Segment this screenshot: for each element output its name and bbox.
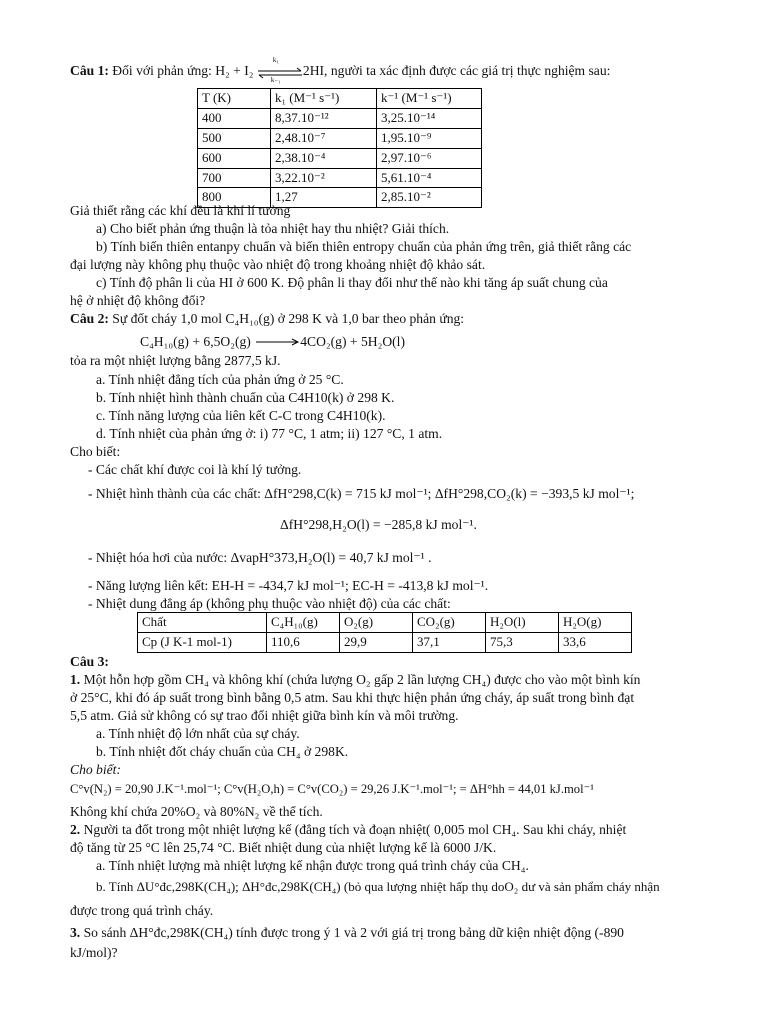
- table-row: [198, 148, 482, 168]
- q3-p2-text: Người ta đốt trong một nhiệt lượng kế (đẳng tích và đoạn nhiệt( 0,005 mol CH₄. Sau khi cháy, nhiệt: [80, 822, 627, 837]
- reaction-arrow-icon: [254, 334, 300, 352]
- q2-heat: tỏa ra một nhiệt lượng bằng 2877,5 kJ.: [70, 353, 281, 368]
- q1-intro: [70, 55, 698, 84]
- table-header-row: [198, 89, 482, 109]
- table-cell: 3,22.10⁻²: [271, 168, 377, 188]
- q1-part-c: c) Tính độ phân li của HI ở 600 K. Độ phân li thay đổi như thế nào khi tăng áp suất chung của: [96, 275, 608, 290]
- table-header-cell: CO₂(g): [413, 613, 486, 633]
- q1-pre: Đối với phản ứng: H₂ + I₂: [108, 63, 257, 78]
- table-cell: 400: [198, 108, 271, 128]
- table-cell: 33,6: [559, 632, 632, 652]
- table-row: [198, 108, 482, 128]
- q2-given-5: - Nhiệt dung đẳng áp (không phụ thuộc vào nhiệt độ) của các chất:: [88, 596, 451, 611]
- q3-formula: C°v(N₂) = 20,90 J.K⁻¹.mol⁻¹; C°v(H₂O,h) = C°v(CO₂) = 29,26 J.K⁻¹.mol⁻¹; = ΔH°hh = 44,01 kJ.mol⁻¹: [70, 782, 594, 796]
- q1-post: 2HI, người ta xác định được các giá trị thực nghiệm sau:: [302, 63, 611, 78]
- q2-given-1: - Các chất khí được coi là khí lý tưởng.: [88, 462, 302, 477]
- table-cell: 1,95.10⁻⁹: [377, 128, 482, 148]
- q2-given-3: [70, 549, 698, 567]
- q3-heading: Câu 3:: [70, 654, 109, 669]
- q3-p2-number: 2.: [70, 822, 81, 837]
- q3-p1-line1: [70, 671, 698, 689]
- q1-assumption: Giả thiết rằng các khí đều là khí lí tưởng: [70, 203, 291, 218]
- q2-given-3-label: - Nhiệt hóa hơi của nước:: [88, 550, 231, 565]
- table-header-row: [138, 613, 632, 633]
- table-cell: 8,37.10⁻¹²: [271, 108, 377, 128]
- q3-p3-line1: [70, 924, 698, 942]
- q2-part-d: d. Tính nhiệt của phản ứng ở: i) 77 °C, 1 atm; ii) 127 °C, 1 atm.: [96, 426, 443, 441]
- table-cell: 800: [198, 188, 271, 208]
- q2-equation: [140, 333, 698, 352]
- table-cell: 75,3: [486, 632, 559, 652]
- q2-eq-left: C₄H₁₀(g) + 6,5O₂(g): [140, 334, 251, 349]
- q2-given: Cho biết:: [70, 444, 121, 459]
- table-header-cell: H₂O(l): [486, 613, 559, 633]
- k-forward-label: k₁: [272, 55, 279, 64]
- table-cell: Cp (J K-1 mol-1): [138, 632, 267, 652]
- q3-p1-line2: ở 25°C, khi đó áp suất trong bình bằng 0,5 atm. Sau khi thực hiện phản ứng cháy, áp suất trong bình đạt: [70, 690, 635, 705]
- q3-p3-text: So sánh ΔH°đc,298K(CH₄) tính được trong ý 1 và 2 với giá trị trong bảng dữ kiện nhiệt động (-890: [80, 925, 624, 940]
- q1-part-b-cont: đại lượng này không phụ thuộc vào nhiệt độ trong khoảng nhiệt độ khảo sát.: [70, 257, 486, 272]
- q1-part-a: a) Cho biết phản ứng thuận là tỏa nhiệt hay thu nhiệt? Giải thích.: [96, 221, 450, 236]
- q2-given-2: [70, 485, 698, 503]
- q2-part-a: a. Tính nhiệt đẳng tích của phản ứng ở 25 °C.: [96, 372, 344, 387]
- table-header-cell: H₂O(g): [559, 613, 632, 633]
- table-cell: 5,61.10⁻⁴: [377, 168, 482, 188]
- table-cell: 1,27: [271, 188, 377, 208]
- q3-p2-line2: độ tăng từ 25 °C lên 25,74 °C. Biết nhiệt dung của nhiệt lượng kế là 6000 J/K.: [70, 840, 497, 855]
- q1-part-c-cont: hệ ở nhiệt độ không đổi?: [70, 293, 206, 308]
- k-reverse-label: k₋₁: [270, 75, 281, 84]
- rate-constant-table: [197, 88, 482, 208]
- table-header-cell: T (K): [198, 89, 271, 109]
- table-cell: 29,9: [340, 632, 413, 652]
- q2-eq-right: 4CO₂(g) + 5H₂O(l): [300, 334, 405, 349]
- q3-p1-line3: 5,5 atm. Giả sử không có sự trao đổi nhiệt giữa bình kín và môi trường.: [70, 708, 459, 723]
- q3-p1-a: a. Tính nhiệt độ lớn nhất của sự cháy.: [96, 726, 300, 741]
- table-cell: 700: [198, 168, 271, 188]
- q2-formation-formula: ΔfH°298,C(k) = 715 kJ mol⁻¹; ΔfH°298,CO₂(k) = −393,5 kJ mol⁻¹;: [264, 486, 635, 501]
- q1-heading: Câu 1:: [70, 63, 109, 78]
- table-row: [138, 632, 632, 652]
- table-cell: 2,48.10⁻⁷: [271, 128, 377, 148]
- table-cell: 600: [198, 148, 271, 168]
- q3-given: Cho biết:: [70, 762, 121, 777]
- q3-p3-line2: kJ/mol)?: [70, 945, 118, 960]
- q2-given-2-label: - Nhiệt hình thành của các chất:: [88, 486, 265, 501]
- q2-vap-formula: ΔvapH°373,H₂O(l) = 40,7 kJ mol⁻¹ .: [230, 550, 432, 565]
- table-cell: 2,38.10⁻⁴: [271, 148, 377, 168]
- q3-p3-number: 3.: [70, 925, 81, 940]
- table-cell: 3,25.10⁻¹⁴: [377, 108, 482, 128]
- heat-capacity-table: [137, 612, 632, 653]
- table-header-cell: k₁ (M⁻¹ s⁻¹): [271, 89, 377, 109]
- table-row: [198, 128, 482, 148]
- q2-formation-formula-2: ΔfH°298,H₂O(l) = −285,8 kJ mol⁻¹.: [280, 517, 477, 532]
- table-cell: 110,6: [267, 632, 340, 652]
- q1-part-b: b) Tính biến thiên entanpy chuẩn và biến thiên entropy chuẩn của phản ứng trên, giả thiết rằng các: [96, 239, 632, 254]
- table-header-cell: k⁻¹ (M⁻¹ s⁻¹): [377, 89, 482, 109]
- table-cell: 2,97.10⁻⁶: [377, 148, 482, 168]
- q2-part-b: b. Tính nhiệt hình thành chuẩn của C4H10(k) ở 298 K.: [96, 390, 395, 405]
- q3-p1-number: 1.: [70, 672, 81, 687]
- table-header-cell: Chất: [138, 613, 267, 633]
- q3-p2-line1: [70, 821, 698, 839]
- table-header-cell: C₄H₁₀(g): [267, 613, 340, 633]
- equilibrium-arrow-icon: [257, 55, 303, 84]
- q2-intro: [70, 310, 698, 328]
- table-row: [198, 168, 482, 188]
- q2-heading: Câu 2:: [70, 311, 109, 326]
- q3-p1-text: Một hỗn hợp gồm CH₄ và không khí (chứa lượng O₂ gấp 2 lần lượng CH₄) được cho vào một bình kín: [80, 672, 641, 687]
- table-cell: 500: [198, 128, 271, 148]
- table-cell: 37,1: [413, 632, 486, 652]
- q3-p2-a: a. Tính nhiệt lượng mà nhiệt lượng kế nhận được trong quá trình cháy của CH₄.: [96, 858, 529, 873]
- q2-part-c: c. Tính năng lượng của liên kết C-C trong C4H10(k).: [96, 408, 386, 423]
- q2-given-4: - Năng lượng liên kết: EH-H = -434,7 kJ mol⁻¹; EC-H = -413,8 kJ mol⁻¹.: [88, 578, 489, 593]
- q2-intro-text: Sự đốt cháy 1,0 mol C₄H₁₀(g) ở 298 K và 1,0 bar theo phản ứng:: [108, 311, 465, 326]
- q3-p2-b: b. Tính ΔU°đc,298K(CH₄); ΔH°đc,298K(CH₄) (bỏ qua lượng nhiệt hấp thụ doO₂ dư và sản phẩm cháy nhận: [96, 879, 660, 894]
- q3-p1-b: b. Tính nhiệt đốt cháy chuẩn của CH₄ ở 298K.: [96, 744, 349, 759]
- table-cell: 2,85.10⁻²: [377, 188, 482, 208]
- q3-air: Không khí chứa 20%O₂ và 80%N₂ về thể tích.: [70, 804, 323, 819]
- q3-p2-b-cont: được trong quá trình cháy.: [70, 903, 214, 918]
- table-header-cell: O₂(g): [340, 613, 413, 633]
